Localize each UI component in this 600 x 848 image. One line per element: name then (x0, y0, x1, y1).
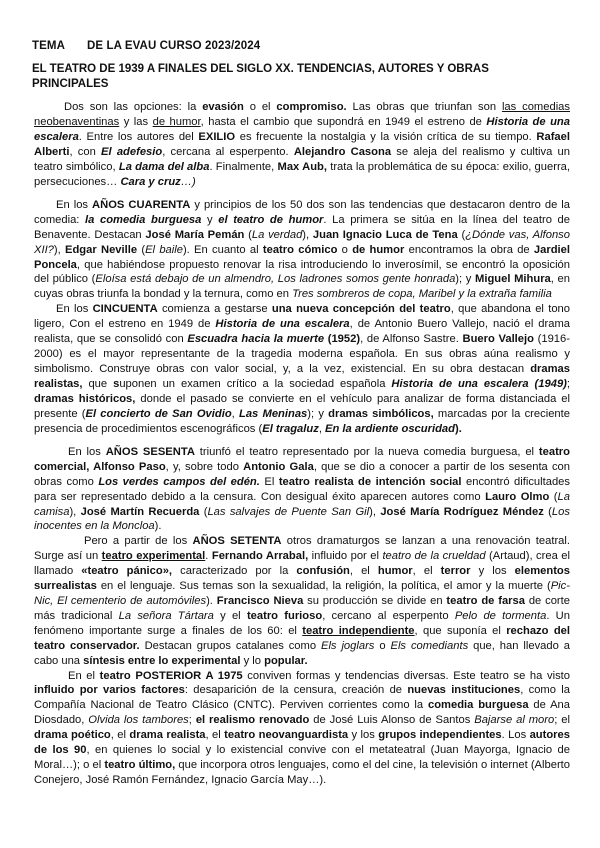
document-title: EL TEATRO DE 1939 A FINALES DEL SIGLO XX. TENDENCIAS, AUTORES Y OBRAS PRINCIPALES (32, 63, 489, 90)
tema-label: TEMA (32, 40, 65, 52)
paragraph-fifties: En los CINCUENTA comienza a gestarse una nueva concepción del teatro, que abandona el tono ligero, Con el estreno en 1949 de Historia de una escalera, de Antonio Buero Vallejo, nació el drama realista, que se consolidó con Escuadra hacia la muerte (1952), de Alfonso Sastre. Buero Vallejo (1916-2000) es el mayor representante de la tragedia moderna española. En sus obras aúna realismo y simbolismo. Construye obras con valor social, y, a la vez, existencial. En su obra destacan dramas realistas, que suponen un examen crítico a la sociedad española Historia de una escalera (1949); dramas históricos, donde el pasado se convierte en el vehículo para analizar de forma distanciada el presente (El concierto de San Ovidio, Las Meninas); y dramas simbólicos, marcadas por la creciente presencia de procedimientos escenográficos (El tragaluz, En la ardiente oscuridad). (34, 303, 571, 435)
paragraph-seventies: Pero a partir de los AÑOS SETENTA otros dramaturgos se lanzan a una renovación teatral. Surge así un teatro experimental. Fernando Arrabal, influido por el teatro de la crueldad (Artaud), crea el llamado «teatro pánico», caracterizado por la confusión, el humor, el terror y los elementos surrealistas en el lenguaje. Sus temas son la sexualidad, la religión, la política, el amor y la muerte (Pic-Nic, El cementerio de automóviles). Francisco Nieva su producción se divide en teatro de farsa de corte más tradicional La señora Tártara y el teatro furioso, cercano al esperpento Pelo de tormenta. Un fenómeno importante surge a finales de los 60: el teatro independiente, que suponía el rechazo del teatro conservador. Destacan grupos catalanes como Els joglars o Els comediants que, han llevado a cabo una síntesis entre lo experimental y lo popular. (34, 535, 571, 667)
paragraph-sixties: En los AÑOS SESENTA triunfó el teatro representado por la nueva comedia burguesa, el teatro comercial, Alfonso Paso, y, sobre todo Antonio Gala, que se dio a conocer a partir de los sesenta con obras como Los verdes campos del edén. El teatro realista de intención social encontró dificultades para ser representado debido a la censura. Con desigual éxito aparecen autores como Lauro Olmo (La camisa), José Martín Recuerda (Las salvajes de Puente San Gil), José María Rodríguez Méndez (Los inocentes en la Moncloa). (34, 445, 570, 533)
paragraph-forties: En los AÑOS CUARENTA y principios de los 50 dos son las tendencias que destacaron dentro de la comedia: la comedia burguesa y el teatro de humor. La primera se sitúa en la línea del teatro de Benavente. Destacan José María Pemán (La verdad), Juan Ignacio Luca de Tena (¿Dónde vas, Alfonso XII?), Edgar Neville (El baile). En cuanto al teatro cómico o de humor encontramos la obra de Jardiel Poncela, que habiéndose propuesto renovar la risa introduciendo lo inverosímil, se encontró la oposición del público (Eloísa está debajo de un almendro, Los ladrones somos gente honrada); y Miguel Mihura, en cuyas obras triunfa la bondad y la ternura, como en Tres sombreros de copa, Maribel y la extraña familia (34, 198, 571, 301)
course-header (32, 40, 260, 52)
paragraph-post-1975: En el teatro POSTERIOR A 1975 conviven formas y tendencias diversas. Este teatro se ha visto influido por varios factores: desaparición de la censura, creación de nuevas instituciones, como la Compañía Nacional de Teatro Clásico (CNTC). Perviven corrientes como la comedia burguesa de Ana Diosdado, Olvida los tambores; el realismo renovado de José Luis Alonso de Santos Bajarse al moro; el drama poético, el drama realista, el teatro neovanguardista y los grupos independientes. Los autores de los 90, en quienes lo social y lo existencial convive con el metateatral (Juan Mayorga, Ignacio de Moral…); o el teatro último, que incorpora otros lenguajes, como el del cine, la televisión o internet (Alberto Conejero, José Ramón Fernández, Ignacio García May…). (34, 669, 571, 786)
paragraph-postwar: Dos son las opciones: la evasión o el compromiso. Las obras que triunfan son las comedias neobenaventinas y las de humor, hasta el cambio que supondrá en 1949 el estreno de Historia de una escalera. Entre los autores del EXILIO es frecuente la nostalgia y la visión crítica de su tiempo. Rafael Alberti, con El adefesio, cercana al esperpento. Alejandro Casona se aleja del realismo y cultiva un teatro simbólico, La dama del alba. Finalmente, Max Aub, trata la problemática de su época: exilio, guerra, persecuciones… Cara y cruz…) (34, 101, 571, 188)
document-body (34, 100, 570, 796)
evau-label: DE LA EVAU CURSO 2023/2024 (86, 40, 261, 52)
